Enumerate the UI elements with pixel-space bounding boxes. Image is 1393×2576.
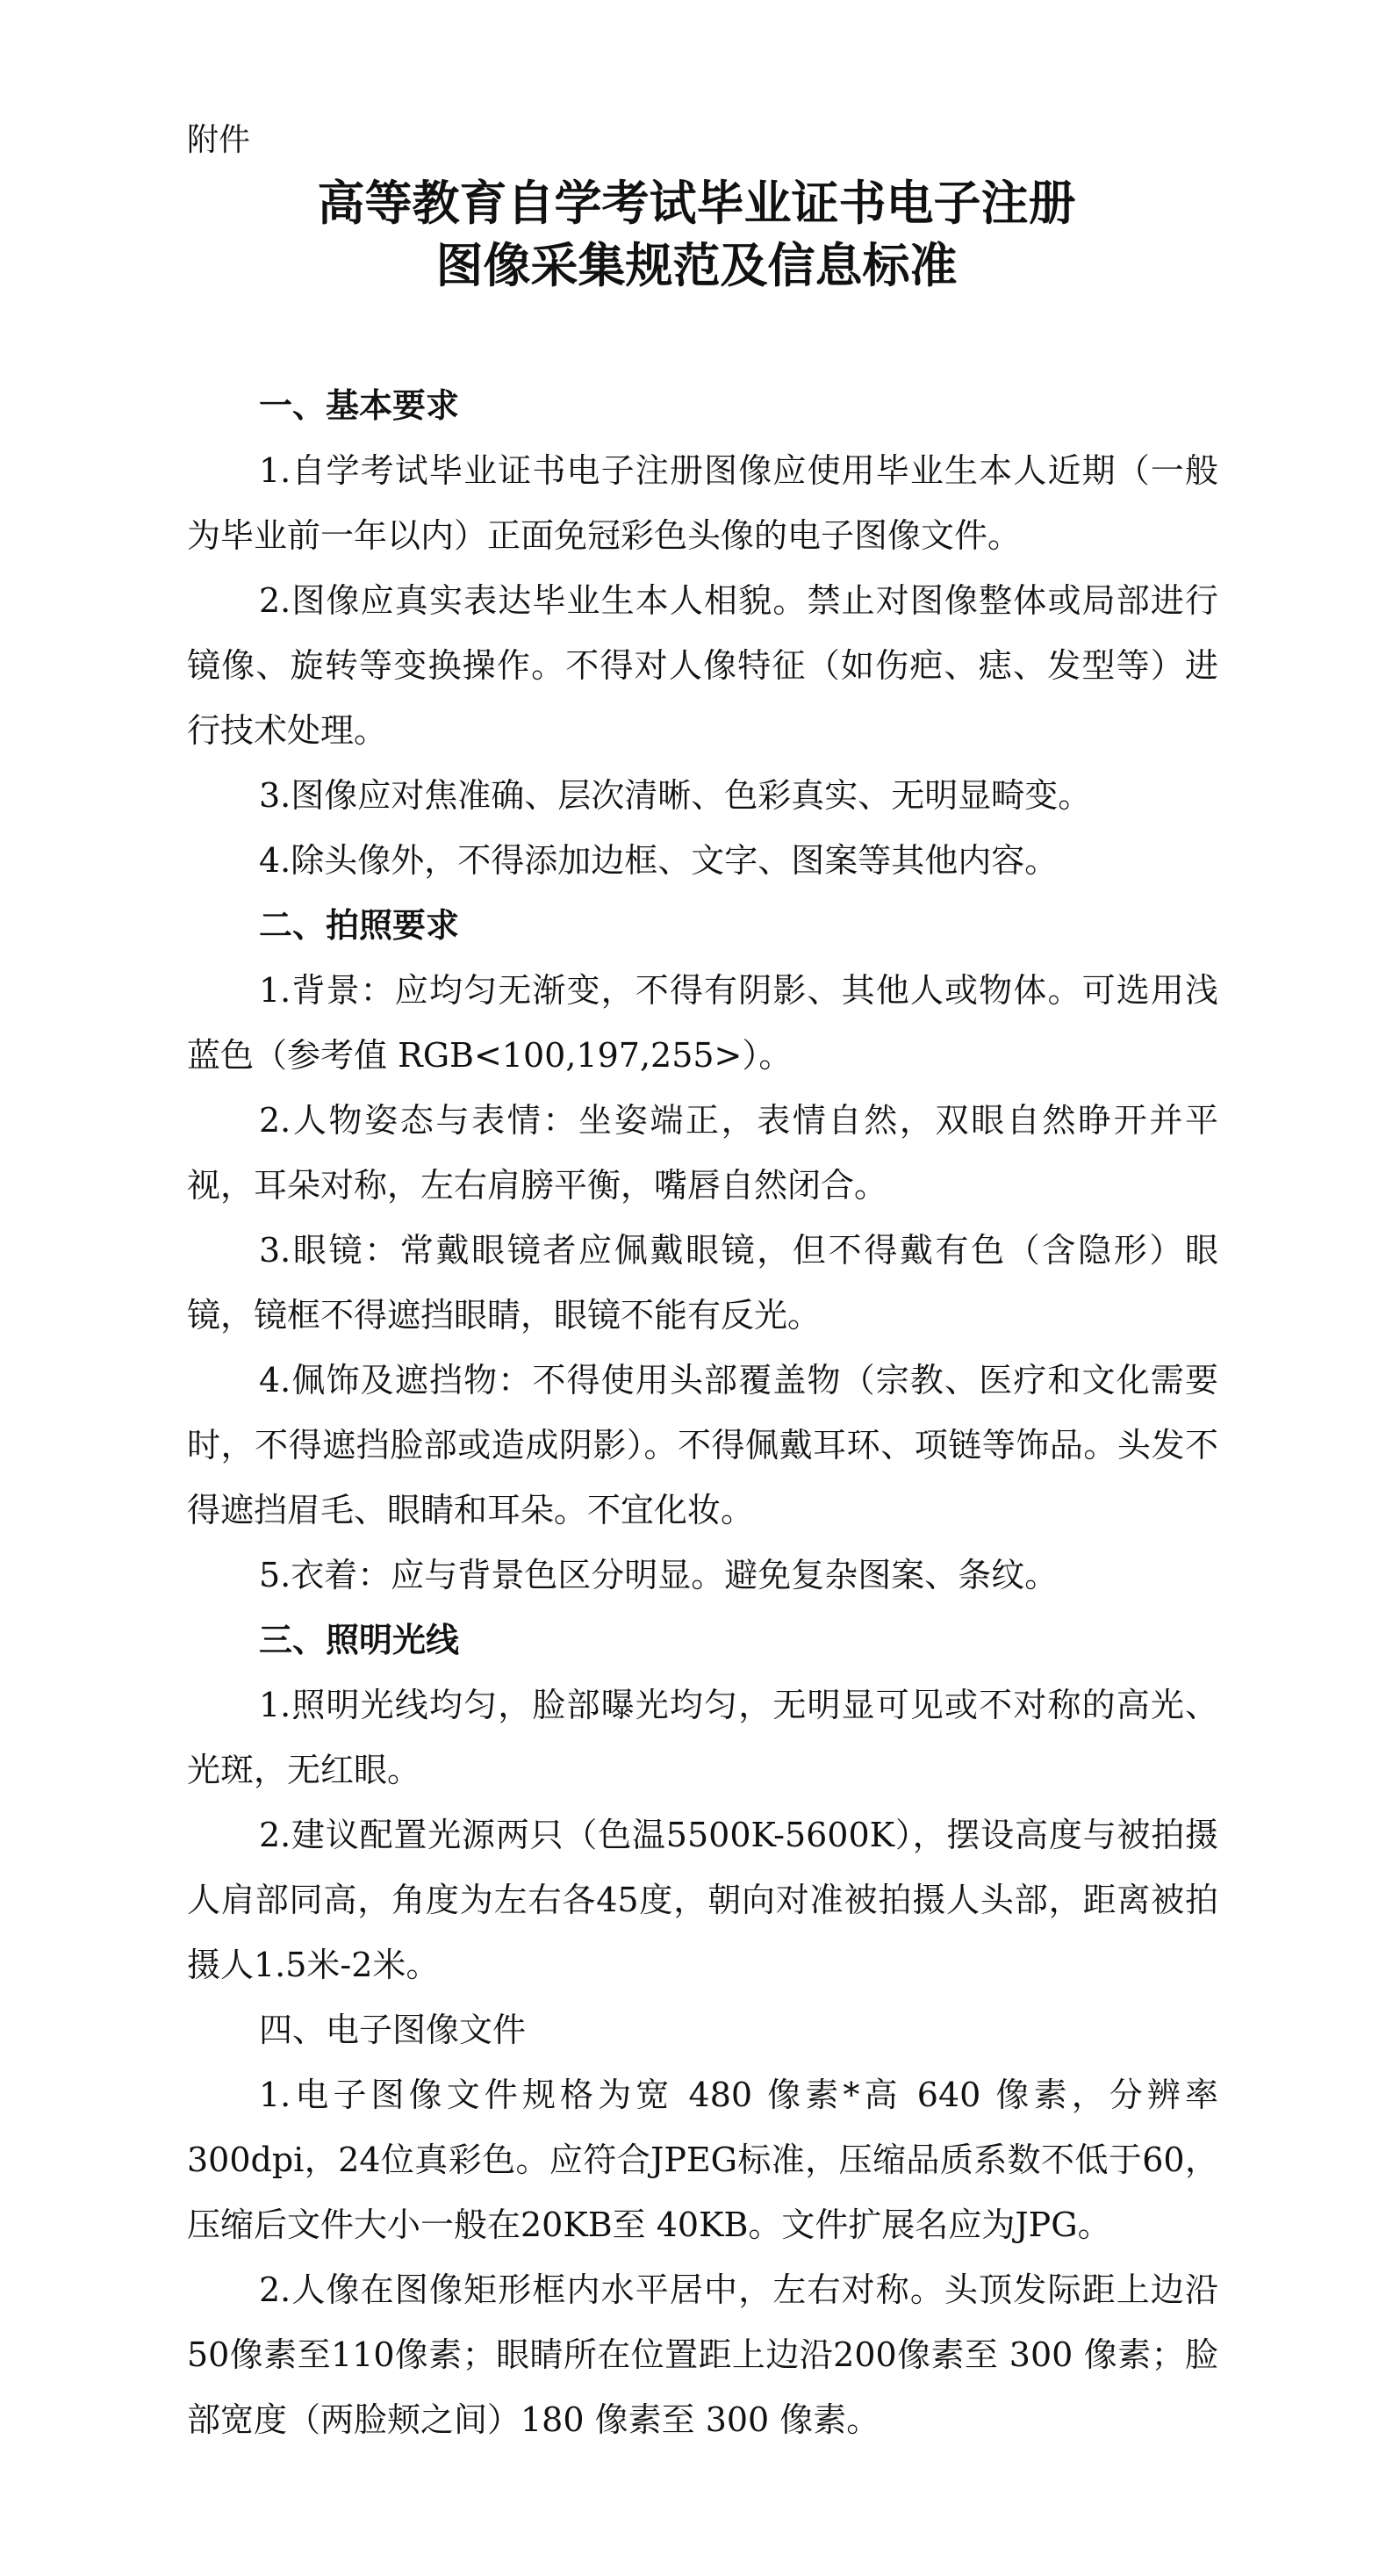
- section-heading-lighting: 三、照明光线: [259, 1621, 460, 1659]
- paragraph: 4.除头像外，不得添加边框、文字、图案等其他内容。: [259, 841, 1059, 880]
- paragraph: 2.图像应真实表达毕业生本人相貌。禁止对图像整体或局部进行镜像、旋转等变换操作。不得对人像特征（如伤疤、痣、发型等）进行技术处理。: [187, 581, 1218, 750]
- document-title-line-1: 高等教育自学考试毕业证书电子注册: [317, 176, 1076, 231]
- paragraph: 2.人物姿态与表情：坐姿端正，表情自然，双眼自然睁开并平视，耳朵对称，左右肩膀平衡，嘴唇自然闭合。: [187, 1101, 1218, 1205]
- section-heading-image-file: 四、电子图像文件: [259, 2011, 527, 2049]
- paragraph: 2.建议配置光源两只（色温5500K-5600K），摆设高度与被拍摄人肩部同高，角度为左右各45度，朝向对准被拍摄人头部，距离被拍摄人1.5米-2米。: [187, 1816, 1218, 1984]
- paragraph: 3.眼镜：常戴眼镜者应佩戴眼镜，但不得戴有色（含隐形）眼镜，镜框不得遮挡眼睛，眼镜不能有反光。: [187, 1231, 1218, 1335]
- document-body: [187, 373, 1218, 2452]
- paragraph: 2.人像在图像矩形框内水平居中，左右对称。头顶发际距上边沿50像素至110像素；眼睛所在位置距上边沿200像素至 300 像素；脸部宽度（两脸颊之间）180 像素至 300 像素。: [187, 2270, 1218, 2439]
- section-heading-basic-requirements: 一、基本要求: [259, 386, 460, 425]
- paragraph: 1.自学考试毕业证书电子注册图像应使用毕业生本人近期（一般为毕业前一年以内）正面免冠彩色头像的电子图像文件。: [187, 451, 1218, 555]
- attachment-label: 附件: [187, 122, 251, 158]
- paragraph: 1.照明光线均匀，脸部曝光均匀，无明显可见或不对称的高光、光斑，无红眼。: [187, 1686, 1218, 1789]
- section-heading-photo-requirements: 二、拍照要求: [259, 906, 460, 945]
- paragraph: 3.图像应对焦准确、层次清晰、色彩真实、无明显畸变。: [259, 776, 1092, 815]
- document-title-line-2: 图像采集规范及信息标准: [435, 238, 958, 293]
- paragraph: 1.电子图像文件规格为宽 480 像素*高 640 像素，分辨率300dpi，24位真彩色。应符合JPEG标准，压缩品质系数不低于60，压缩后文件大小一般在20KB至 40KB。文件扩展名应为JPG。: [187, 2076, 1218, 2244]
- paragraph: 1.背景：应均匀无渐变，不得有阴影、其他人或物体。可选用浅蓝色（参考值 RGB<100,197,255>）。: [187, 971, 1218, 1075]
- paragraph: 4.佩饰及遮挡物：不得使用头部覆盖物（宗教、医疗和文化需要时，不得遮挡脸部或造成阴影）。不得佩戴耳环、项链等饰品。头发不得遮挡眉毛、眼睛和耳朵。不宜化妆。: [187, 1361, 1218, 1529]
- paragraph: 5.衣着：应与背景色区分明显。避免复杂图案、条纹。: [259, 1556, 1059, 1594]
